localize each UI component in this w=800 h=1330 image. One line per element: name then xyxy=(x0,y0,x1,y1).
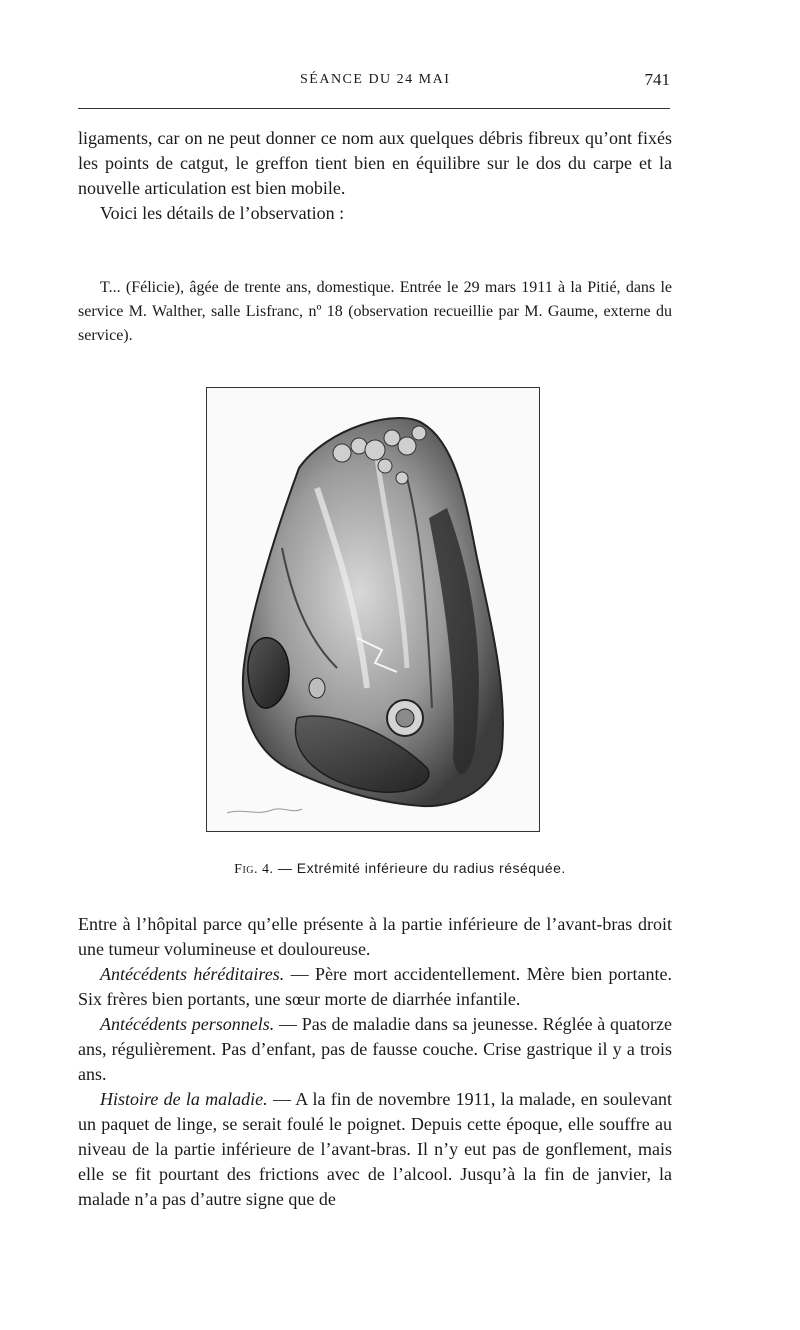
section-text: — Père mort accidentellement. Mère bien portante. Six frères bien portants, une sœur morte de diarrhée infantile. xyxy=(78,964,672,1009)
figure-label: Fig. 4. xyxy=(234,862,274,877)
body-paragraph-histoire xyxy=(78,1087,672,1212)
observation-paragraph: T... (Félicie), âgée de trente ans, domestique. Entrée le 29 mars 1911 à la Pitié, dans le service M. Walther, salle Lisfranc, nº 18 (observation recueillie par M. Gaume, externe du service). xyxy=(78,279,672,344)
section-text: — A la fin de novembre 1911, la malade, en soulevant un paquet de linge, se serait foulé le poignet. Depuis cette époque, elle souffre au niveau de la partie inférieure de l’avant-bras. Il n’y eut pas de gonflement, mais elle se fit pourtant des frictions avec de l’alcool. Jusqu’à la fin de janvier, la malade n’a pas d’autre signe que de xyxy=(78,1089,672,1209)
intro-paragraph-details: Voici les détails de l’observation : xyxy=(100,203,345,223)
running-title: SÉANCE DU 24 MAI xyxy=(300,72,451,87)
intro-text xyxy=(78,126,672,226)
figure-frame xyxy=(206,387,540,832)
figure-caption xyxy=(0,860,800,878)
section-title: Histoire de la maladie. xyxy=(100,1089,268,1109)
header-rule xyxy=(78,108,670,109)
page-number: 741 xyxy=(644,70,670,89)
section-title: Antécédents personnels. xyxy=(100,1014,275,1034)
body-paragraph-antecedents-personnels xyxy=(78,1012,672,1087)
body-text xyxy=(78,912,672,1212)
bone-specimen-icon xyxy=(207,388,539,831)
figure-caption-text: — Extrémité inférieure du radius réséquée. xyxy=(277,860,566,876)
section-title: Antécédents héréditaires. xyxy=(100,964,285,984)
intro-paragraph: ligaments, car on ne peut donner ce nom aux quelques débris fibreux qu’ont fixés les points de catgut, le greffon tient bien en équilibre sur le dos du carpe et la nouvelle articulation est bien mobile. xyxy=(78,128,672,198)
body-paragraph: Entre à l’hôpital parce qu’elle présente à la partie inférieure de l’avant-bras droit une tumeur volumineuse et douloureuse. xyxy=(78,914,672,959)
body-paragraph-antecedents-hereditaires xyxy=(78,962,672,1012)
section-text: — Pas de maladie dans sa jeunesse. Réglée à quatorze ans, régulièrement. Pas d’enfant, pas de fausse couche. Crise gastrique il y a trois ans. xyxy=(78,1014,673,1084)
